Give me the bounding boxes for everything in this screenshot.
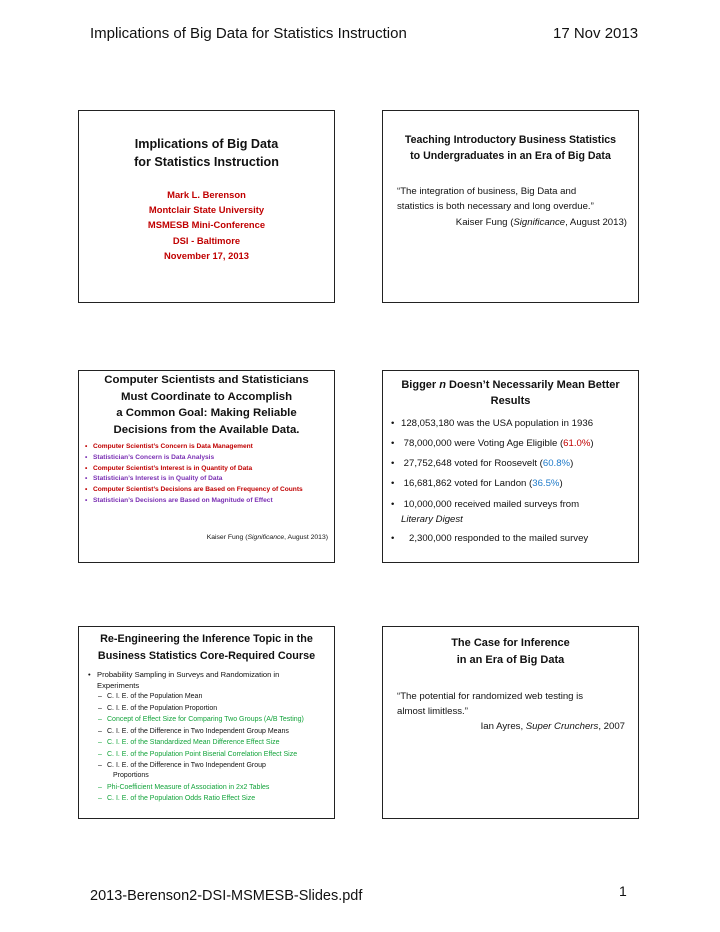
list-item: – C. I. E. of the Population Proportion bbox=[98, 704, 218, 712]
list-item: • 16,681,862 voted for Landon (36.5%) bbox=[391, 478, 563, 489]
list-item: • 27,752,648 voted for Roosevelt (60.8%) bbox=[391, 458, 574, 469]
slide-6-attribution: Ian Ayres, Super Crunchers, 2007 bbox=[480, 721, 625, 732]
list-item: • Statistician’s Decisions are Based on Magnitude of Effect bbox=[85, 496, 273, 504]
list-item: • Computer Scientist’s Concern is Data Management bbox=[85, 443, 253, 450]
slide-5-sub-list bbox=[98, 691, 333, 805]
slide-1 bbox=[78, 110, 335, 303]
list-item: • Computer Scientist’s Decisions are Based on Frequency of Counts bbox=[85, 486, 303, 494]
slide-3 bbox=[78, 370, 335, 563]
slide-2-attribution: Kaiser Fung (Significance, August 2013) bbox=[455, 217, 627, 228]
slide-6-quote: “The potential for randomized web testing is almost limitless.” bbox=[397, 691, 584, 717]
list-item: – C. I. E. of the Difference in Two Independent Group Proportions bbox=[98, 761, 266, 779]
list-item: • 2,300,000 responded to the mailed survey bbox=[391, 533, 589, 544]
slide-3-title: Computer Scientists and Statisticians Must Coordinate to Accomplish a Common Goal: Making Reliable Decisions from the Available Data. bbox=[104, 374, 309, 436]
slide-4-title: Bigger n Doesn’t Necessarily Mean Better Results bbox=[401, 379, 620, 407]
slide-4-bullet-list bbox=[391, 414, 635, 549]
slide-3-attribution: Kaiser Fung (Significance, August 2013) bbox=[206, 534, 328, 541]
list-item: • 10,000,000 received mailed surveys from Literary Digest bbox=[391, 499, 580, 525]
list-item: • Statistician’s Interest is in Quality of Data bbox=[85, 475, 223, 483]
list-item: – C. I. E. of the Standardized Mean Difference Effect Size bbox=[98, 739, 280, 747]
document-header-title: Implications of Big Data for Statistics Instruction bbox=[90, 25, 407, 42]
document-header-date: 17 Nov 2013 bbox=[553, 25, 639, 42]
list-item: • Computer Scientist’s Interest is in Quantity of Data bbox=[85, 464, 253, 472]
list-item: • 78,000,000 were Voting Age Eligible (61.0%) bbox=[391, 438, 594, 449]
list-item: – Concept of Effect Size for Comparing Two Groups (A/B Testing) bbox=[98, 716, 304, 724]
list-item: – C. I. E. of the Population Odds Ratio Effect Size bbox=[98, 795, 256, 803]
slide-2 bbox=[382, 110, 639, 303]
slide-6 bbox=[382, 626, 639, 819]
slide-3-bullet-list bbox=[85, 442, 303, 507]
slide-4 bbox=[382, 370, 639, 563]
list-item: • 128,053,180 was the USA population in 1936 bbox=[391, 418, 594, 429]
slide-6-title: The Case for Inference in an Era of Big Data bbox=[451, 637, 570, 666]
document-footer-filename: 2013-Berenson2-DSI-MSMESB-Slides.pdf bbox=[90, 888, 363, 904]
list-item: – C. I. E. of the Difference in Two Independent Group Means bbox=[98, 727, 289, 735]
slide-2-title: Teaching Introductory Business Statistics to Undergraduates in an Era of Big Data bbox=[404, 134, 617, 162]
slide-5-title: Re-Engineering the Inference Topic in the Business Statistics Core-Required Course bbox=[97, 633, 316, 662]
list-item: – C. I. E. of the Population Mean bbox=[98, 693, 203, 700]
slide-5-main-bullet: • Probability Sampling in Surveys and Randomization in Experiments bbox=[88, 670, 280, 690]
slide-1-author-block: Mark L. Berenson Montclair State University MSMESB Mini-Conference DSI - Baltimore November 17, 2013 bbox=[147, 189, 266, 261]
page-number: 1 bbox=[619, 883, 627, 899]
slide-5 bbox=[78, 626, 335, 819]
list-item: – C. I. E. of the Population Point Biserial Correlation Effect Size bbox=[98, 750, 298, 758]
slide-1-title: Implications of Big Data for Statistics Instruction bbox=[134, 137, 279, 169]
slide-2-quote: “The integration of business, Big Data and statistics is both necessary and long overdue.” bbox=[397, 186, 594, 212]
list-item: – Phi-Coefficient Measure of Association in 2x2 Tables bbox=[98, 783, 270, 791]
list-item: • Statistician’s Concern is Data Analysis bbox=[85, 453, 215, 461]
